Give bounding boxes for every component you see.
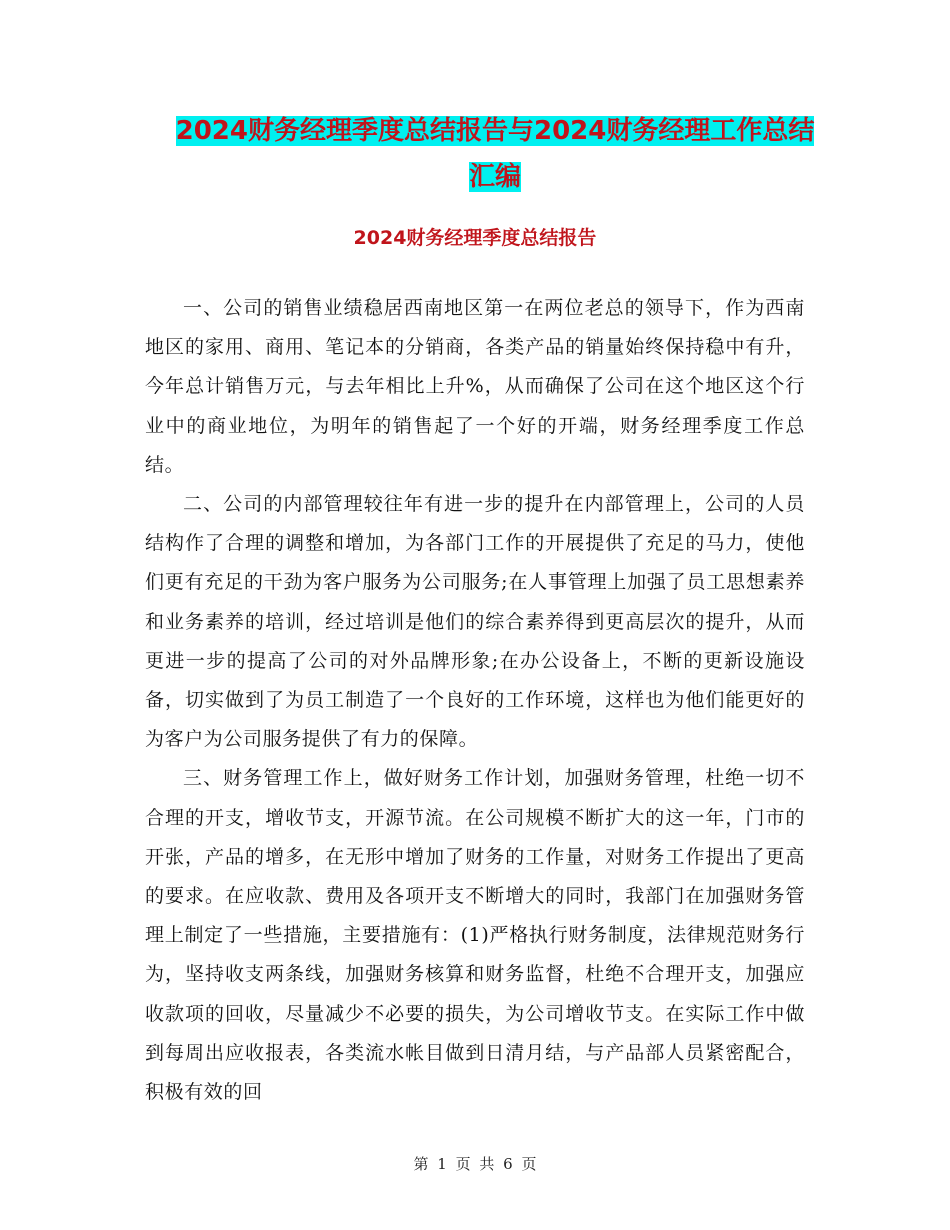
paragraph-1: 一、公司的销售业绩稳居西南地区第一在两位老总的领导下，作为西南地区的家用、商用、笔记本的分销商，各类产品的销量始终保持稳中有升，今年总计销售万元，与去年相比上升%，从而确保了公司在这个地区这个行业中的商业地位，为明年的销售起了一个好的开端，财务经理季度工作总结。 xyxy=(145,297,805,476)
document-title xyxy=(145,108,845,200)
document-title-line1: 2024财务经理季度总结报告与2024财务经理工作总结 xyxy=(175,116,815,146)
document-title-line2: 汇编 xyxy=(468,162,521,192)
section-title: 2024财务经理季度总结报告 xyxy=(353,227,597,249)
paragraph-2: 二、公司的内部管理较往年有进一步的提升在内部管理上，公司的人员结构作了合理的调整和增加，为各部门工作的开展提供了充足的马力，使他们更有充足的干劲为客户服务为公司服务;在人事管理上加强了员工思想素养和业务素养的培训，经过培训是他们的综合素养得到更高层次的提升，从而更进一步的提高了公司的对外品牌形象;在办公设备上，不断的更新设施设备，切实做到了为员工制造了一个良好的工作环境，这样也为他们能更好的为客户为公司服务提供了有力的保障。 xyxy=(145,493,805,751)
paragraph-3: 三、财务管理工作上，做好财务工作计划，加强财务管理，杜绝一切不合理的开支，增收节支，开源节流。在公司规模不断扩大的这一年，门市的开张，产品的增多，在无形中增加了财务的工作量，对财务工作提出了更高的要求。在应收款、费用及各项开支不断增大的同时，我部门在加强财务管理上制定了一些措施，主要措施有：(1)严格执行财务制度，法律规范财务行为，坚持收支两条线，加强财务核算和财务监督，杜绝不合理开支，加强应收款项的回收，尽量减少不必要的损失，为公司增收节支。在实际工作中做到每周出应收报表，各类流水帐目做到日清月结，与产品部人员紧密配合，积极有效的回 xyxy=(145,767,805,1104)
document-body xyxy=(145,289,805,1112)
page-footer: 第 1 页 共 6 页 xyxy=(413,1155,537,1173)
